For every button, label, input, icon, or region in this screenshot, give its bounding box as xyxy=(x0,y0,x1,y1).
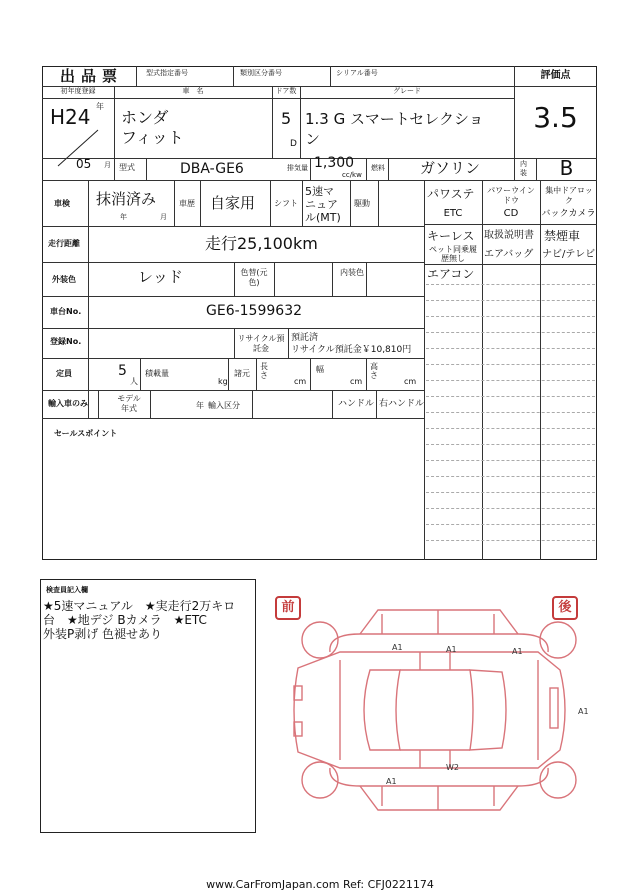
height-label: 高さ xyxy=(370,362,378,380)
footer-ref: www.CarFromJapan.com Ref: CFJ0221174 xyxy=(206,878,434,891)
shift-label: シフト xyxy=(274,199,298,208)
mileage-label: 走行距離 xyxy=(48,239,80,248)
car-name-label: 車 名 xyxy=(182,87,204,95)
doors-label: ドア数 xyxy=(275,87,297,95)
length-unit: cm xyxy=(294,377,307,386)
capacity-value: 5 xyxy=(118,363,127,379)
damage-mark-4: A1 xyxy=(578,707,589,716)
first-reg-label: 初年度登録 xyxy=(60,87,96,95)
inspection-label: 車検 xyxy=(54,199,70,208)
equip-no-pet: ペット同乗履歴無し xyxy=(429,245,477,263)
width-unit: cm xyxy=(350,377,363,386)
model-no-label: 型式指定番号 xyxy=(146,69,188,77)
capacity-label: 定員 xyxy=(56,369,72,378)
equip-airbag: エアバッグ xyxy=(484,249,534,260)
equip-central-lock: 集中ドアロック xyxy=(545,186,593,205)
car-model: フィット xyxy=(121,128,184,147)
recycle-amount: リサイクル預託金￥10,810円 xyxy=(291,345,412,355)
first-reg-month: 05 xyxy=(76,157,92,171)
color-change-label: 色替(元色) xyxy=(240,268,268,287)
inspector-line3: 外装P剥げ 色褪せあり xyxy=(43,627,163,641)
equip-cd: CD xyxy=(503,208,519,219)
inspection-year-unit: 年 xyxy=(120,213,127,221)
inspector-line1: ★5速マニュアル ★実走行2万キロ xyxy=(43,599,236,613)
equip-aircon: エアコン xyxy=(427,267,475,281)
damage-mark-3: A1 xyxy=(512,647,523,656)
capacity-unit: 人 xyxy=(130,377,138,386)
import-class-label: 輸入区分 xyxy=(208,401,240,410)
model-type-label: 型式 xyxy=(119,163,135,172)
exterior-color-label: 外装色 xyxy=(52,275,76,284)
usage-label: 車歴 xyxy=(179,199,195,208)
inspector-title: 検査員記入欄 xyxy=(46,586,88,594)
interior-color-label: 内装色 xyxy=(340,268,364,277)
damage-mark-6: W2 xyxy=(446,763,459,772)
equip-power-steering: パワステ xyxy=(427,187,475,201)
interior-score-value: B xyxy=(559,156,574,180)
interior-score-label: 内装 xyxy=(520,160,527,177)
front-badge: 前 xyxy=(275,596,301,620)
equip-non-smoking: 禁煙車 xyxy=(544,229,581,243)
inspector-line2: 台 ★地デジ Bカメラ ★ETC xyxy=(43,613,207,627)
handle-value: 右ハンドル xyxy=(379,399,425,409)
equip-etc: ETC xyxy=(443,208,463,219)
load-unit: kg xyxy=(218,377,228,386)
rear-badge: 後 xyxy=(552,596,578,620)
load-label: 積載量 xyxy=(145,369,169,378)
fuel-label: 燃料 xyxy=(371,164,385,172)
displacement-label: 排気量 xyxy=(287,164,308,172)
registration-label: 登録No. xyxy=(50,337,82,346)
length-label: 長さ xyxy=(260,362,268,380)
equip-keyless: キーレス xyxy=(427,229,475,243)
score-label: 評価点 xyxy=(540,70,571,81)
grade-label: グレード xyxy=(393,87,421,95)
exterior-color-value: レッド xyxy=(138,268,183,286)
equip-back-camera: バックカメラ xyxy=(541,209,596,219)
doors-value: 5 xyxy=(281,109,292,128)
class-no-label: 類別区分番号 xyxy=(240,69,282,77)
car-maker: ホンダ xyxy=(121,108,169,127)
equip-manual: 取扱説明書 xyxy=(484,230,534,241)
doors-d-mark: D xyxy=(290,139,297,149)
sheet-title: 出品票 xyxy=(60,67,124,85)
sales-point-label: セールスポイント xyxy=(54,429,118,438)
recycle-label: リサイクル預託金 xyxy=(237,334,285,353)
damage-mark-5: A1 xyxy=(386,777,397,786)
drive-label: 駆動 xyxy=(354,199,370,208)
car-damage-diagram xyxy=(270,590,590,830)
serial-no-label: シリアル番号 xyxy=(336,69,378,77)
shift-line1: 5速マ xyxy=(305,185,334,198)
recycle-status: 預託済 xyxy=(291,333,319,343)
first-reg-year: H24 xyxy=(50,105,91,129)
height-unit: cm xyxy=(404,377,417,386)
damage-mark-1: A1 xyxy=(392,643,403,652)
model-type-value: DBA-GE6 xyxy=(180,161,244,177)
chassis-label: 車台No. xyxy=(50,307,82,316)
model-year-unit: 年 xyxy=(196,401,204,410)
month-mark: 月 xyxy=(104,161,111,169)
fuel-value: ガソリン xyxy=(420,159,481,177)
equip-navi-tv: ナビ/テレビ xyxy=(542,249,596,260)
chassis-value: GE6-1599632 xyxy=(206,303,303,319)
shift-line3: ル(MT) xyxy=(305,211,341,224)
handle-label: ハンドル xyxy=(338,399,375,409)
model-year-label: モデル年式 xyxy=(117,394,141,413)
cc-unit: cc/kw xyxy=(342,171,362,179)
year-mark: 年 xyxy=(96,102,104,111)
size-label: 諸元 xyxy=(234,369,250,378)
mileage-value: 走行25,100km xyxy=(205,234,318,253)
inspection-value: 抹消済み xyxy=(96,190,157,208)
equip-power-window: パワーウインドウ xyxy=(487,186,535,205)
grade-line2: ン xyxy=(305,130,321,148)
width-label: 幅 xyxy=(316,365,324,374)
usage-value: 自家用 xyxy=(210,194,256,212)
import-label: 輸入車のみ xyxy=(48,399,88,408)
displacement-value: 1,300 xyxy=(314,155,355,171)
score-value: 3.5 xyxy=(533,101,578,134)
grade-line1: 1.3 G スマートセレクショ xyxy=(305,110,484,128)
shift-line2: ニュア xyxy=(305,198,338,211)
inspection-month-unit: 月 xyxy=(160,213,167,221)
damage-mark-2: A1 xyxy=(446,645,457,654)
